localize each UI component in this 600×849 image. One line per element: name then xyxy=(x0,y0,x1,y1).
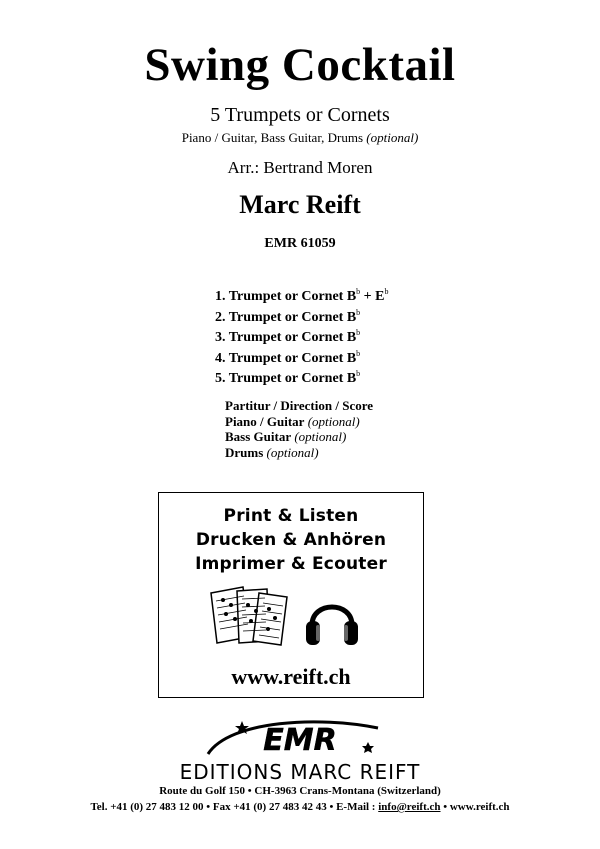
listen-line-french: Imprimer & Ecouter xyxy=(195,554,387,574)
score-item: Drums (optional) xyxy=(225,444,319,460)
listen-line-english: Print & Listen xyxy=(223,506,359,526)
instrumentation-text: Piano / Guitar, Bass Guitar, Drums xyxy=(181,130,364,145)
headphones-icon xyxy=(304,591,360,649)
email-link[interactable]: info@reift.ch xyxy=(378,801,441,813)
part-item: 1. Trumpet or Cornet $B^b + E^b$ xyxy=(215,287,389,304)
publisher-address: Route du Golf 150 • CH-3963 Crans-Montana (Switzerland) xyxy=(159,785,441,797)
publisher-name: EDITIONS MARC REIFT xyxy=(179,760,421,784)
publisher-contact: Tel. +41 (0) 27 483 12 00 • Fax +41 (0) 27 483 42 43 • E-Mail : info@reift.ch • www.reift.ch xyxy=(90,801,510,813)
instrumentation-optional: (optional) xyxy=(366,130,419,145)
score-item: Piano / Guitar (optional) xyxy=(225,413,360,429)
ensemble-subtitle: 5 Trumpets or Cornets xyxy=(210,104,390,126)
sheet-music-icon xyxy=(207,585,293,647)
scores-list xyxy=(225,398,373,460)
catalog-number: EMR 61059 xyxy=(264,236,336,251)
arranger-credit: Arr.: Bertrand Moren xyxy=(227,158,373,177)
listen-line-german: Drucken & Anhören xyxy=(195,530,387,550)
composer-name: Marc Reift xyxy=(239,190,361,219)
score-item: Partitur / Direction / Score xyxy=(225,398,374,413)
part-item: 2. Trumpet or Cornet $B^b$ xyxy=(215,307,361,325)
score-item: Bass Guitar (optional) xyxy=(225,429,347,444)
part-item: 4. Trumpet or Cornet $B^b$ xyxy=(215,348,361,366)
svg-text:EMR: EMR xyxy=(263,723,337,758)
print-listen-box xyxy=(158,492,424,698)
part-item: 5. Trumpet or Cornet $B^b$ xyxy=(215,369,361,386)
emr-logo xyxy=(200,716,400,762)
parts-list xyxy=(215,282,388,385)
score-title: Swing Cocktail xyxy=(144,39,456,91)
part-item: 3. Trumpet or Cornet $B^b$ xyxy=(215,328,361,345)
website-link[interactable]: www.reift.ch xyxy=(231,664,351,689)
instrumentation-line xyxy=(0,130,600,146)
